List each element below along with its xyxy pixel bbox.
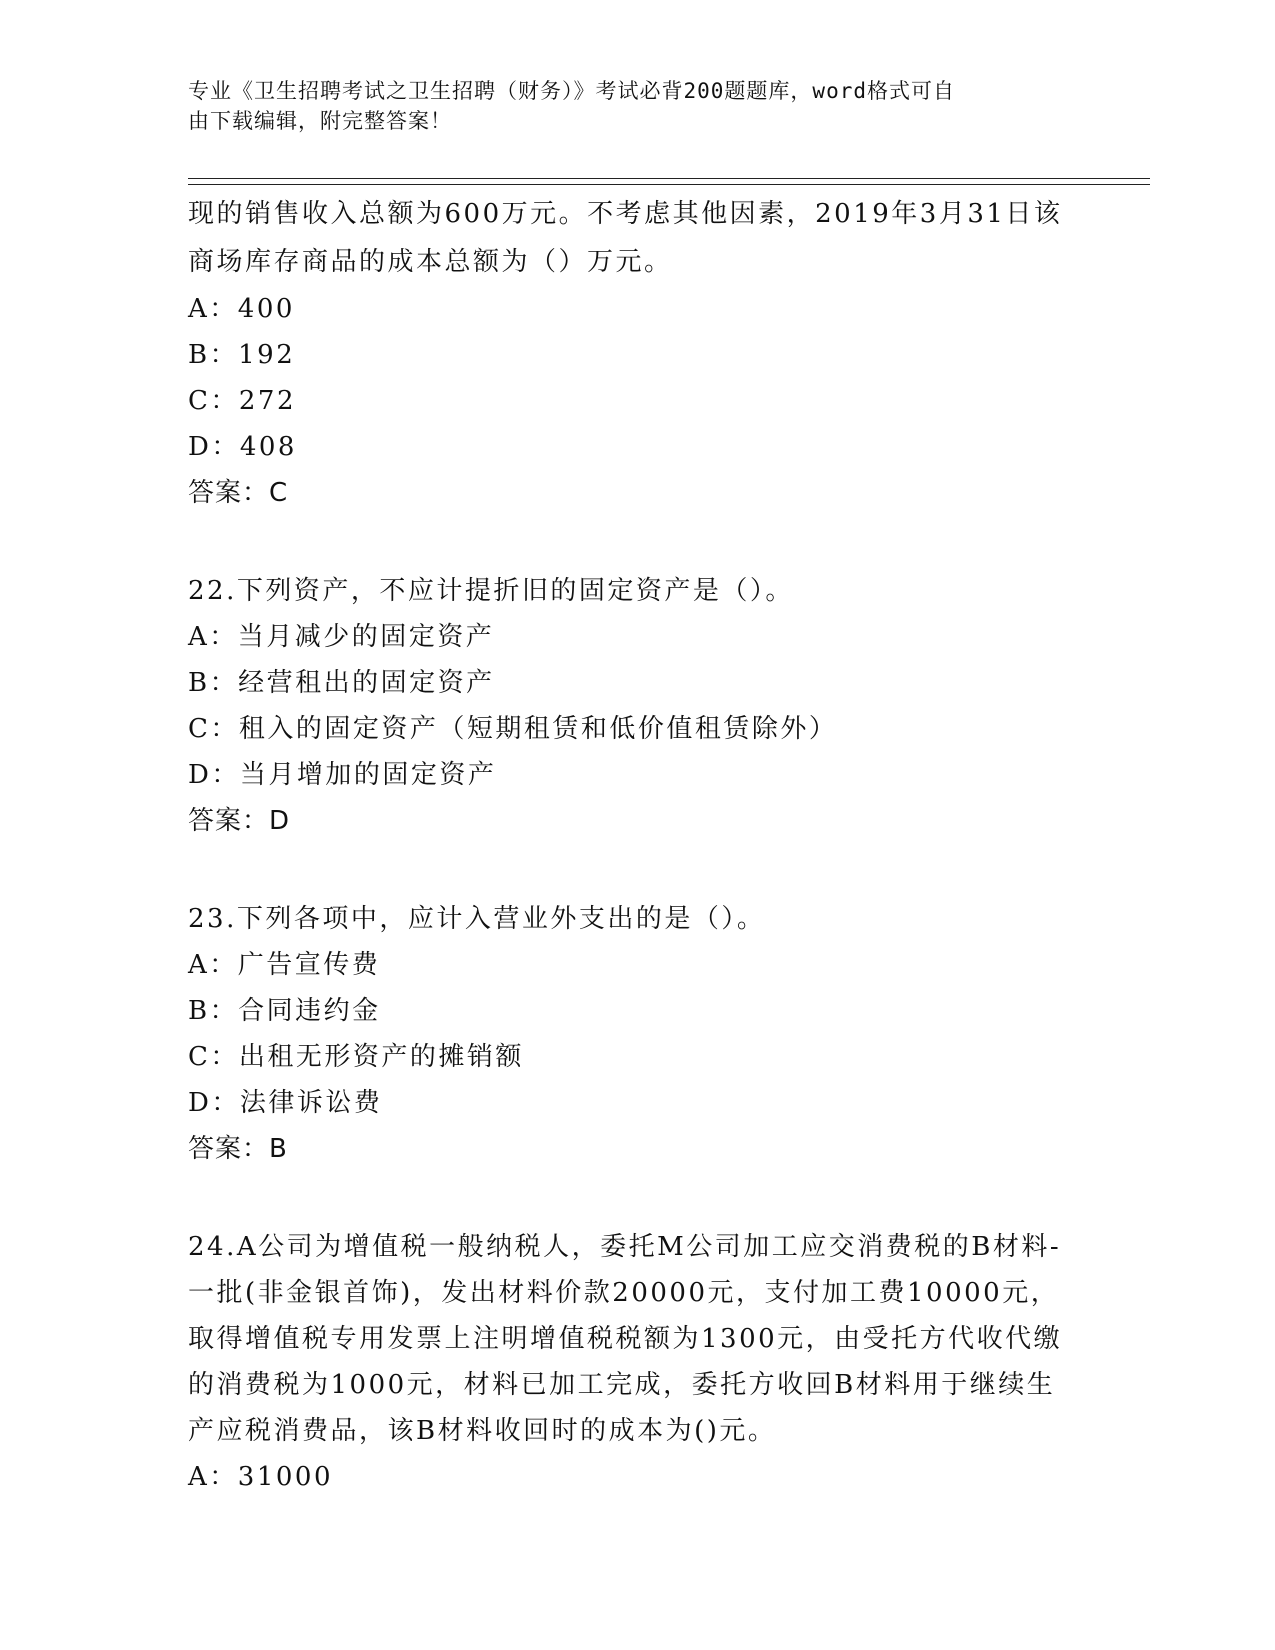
- question-stem-line: 24.A公司为增值税一般纳税人，委托M公司加工应交消费税的B材料-: [188, 1232, 1062, 1262]
- option-a: A：31000: [188, 1462, 333, 1492]
- question-21-continued: [188, 190, 1088, 516]
- option-c: C：272: [188, 386, 297, 416]
- question-stem: 23.下列各项中，应计入营业外支出的是（）。: [188, 904, 766, 934]
- header-line-1: 专业《卫生招聘考试之卫生招聘（财务）》考试必背200题题库，word格式可自: [188, 79, 955, 103]
- question-22: [188, 568, 1088, 844]
- header-rule-bottom: [188, 184, 1150, 185]
- question-stem-line: 商场库存商品的成本总额为（）万元。: [188, 247, 673, 277]
- option-a: A：当月减少的固定资产: [188, 622, 495, 652]
- option-a: A：广告宣传费: [188, 950, 381, 980]
- answer-label: 答案：D: [188, 806, 291, 836]
- header-rule-top: [188, 178, 1150, 179]
- option-d: D：法律诉讼费: [188, 1088, 383, 1118]
- option-b: B：合同违约金: [188, 996, 381, 1026]
- option-d: D：当月增加的固定资产: [188, 760, 497, 790]
- header-line-2: 由下载编辑，附完整答案！: [188, 109, 452, 133]
- question-stem: 22.下列资产，不应计提折旧的固定资产是（）。: [188, 576, 794, 606]
- option-c: C：出租无形资产的摊销额: [188, 1042, 524, 1072]
- question-stem-line: 现的销售收入总额为600万元。不考虑其他因素，2019年3月31日该: [188, 199, 1063, 229]
- document-header: [188, 76, 1068, 136]
- question-stem-line: 取得增值税专用发票上注明增值税税额为1300元，由受托方代收代缴: [188, 1324, 1063, 1354]
- option-a: A：400: [188, 294, 295, 324]
- answer-label: 答案：C: [188, 478, 289, 508]
- option-c: C：租入的固定资产（短期租赁和低价值租赁除外）: [188, 714, 838, 744]
- option-d: D：408: [188, 432, 297, 462]
- option-b: B：192: [188, 340, 296, 370]
- question-stem-line: 产应税消费品，该B材料收回时的成本为()元。: [188, 1416, 777, 1446]
- question-content: [188, 190, 1088, 1500]
- answer-label: 答案：B: [188, 1134, 288, 1164]
- question-23: [188, 896, 1088, 1172]
- question-stem-line: 一批(非金银首饰)，发出材料价款20000元，支付加工费10000元，: [188, 1278, 1060, 1308]
- question-24: [188, 1224, 1088, 1500]
- option-b: B：经营租出的固定资产: [188, 668, 495, 698]
- question-stem-line: 的消费税为1000元，材料已加工完成，委托方收回B材料用于继续生: [188, 1370, 1056, 1400]
